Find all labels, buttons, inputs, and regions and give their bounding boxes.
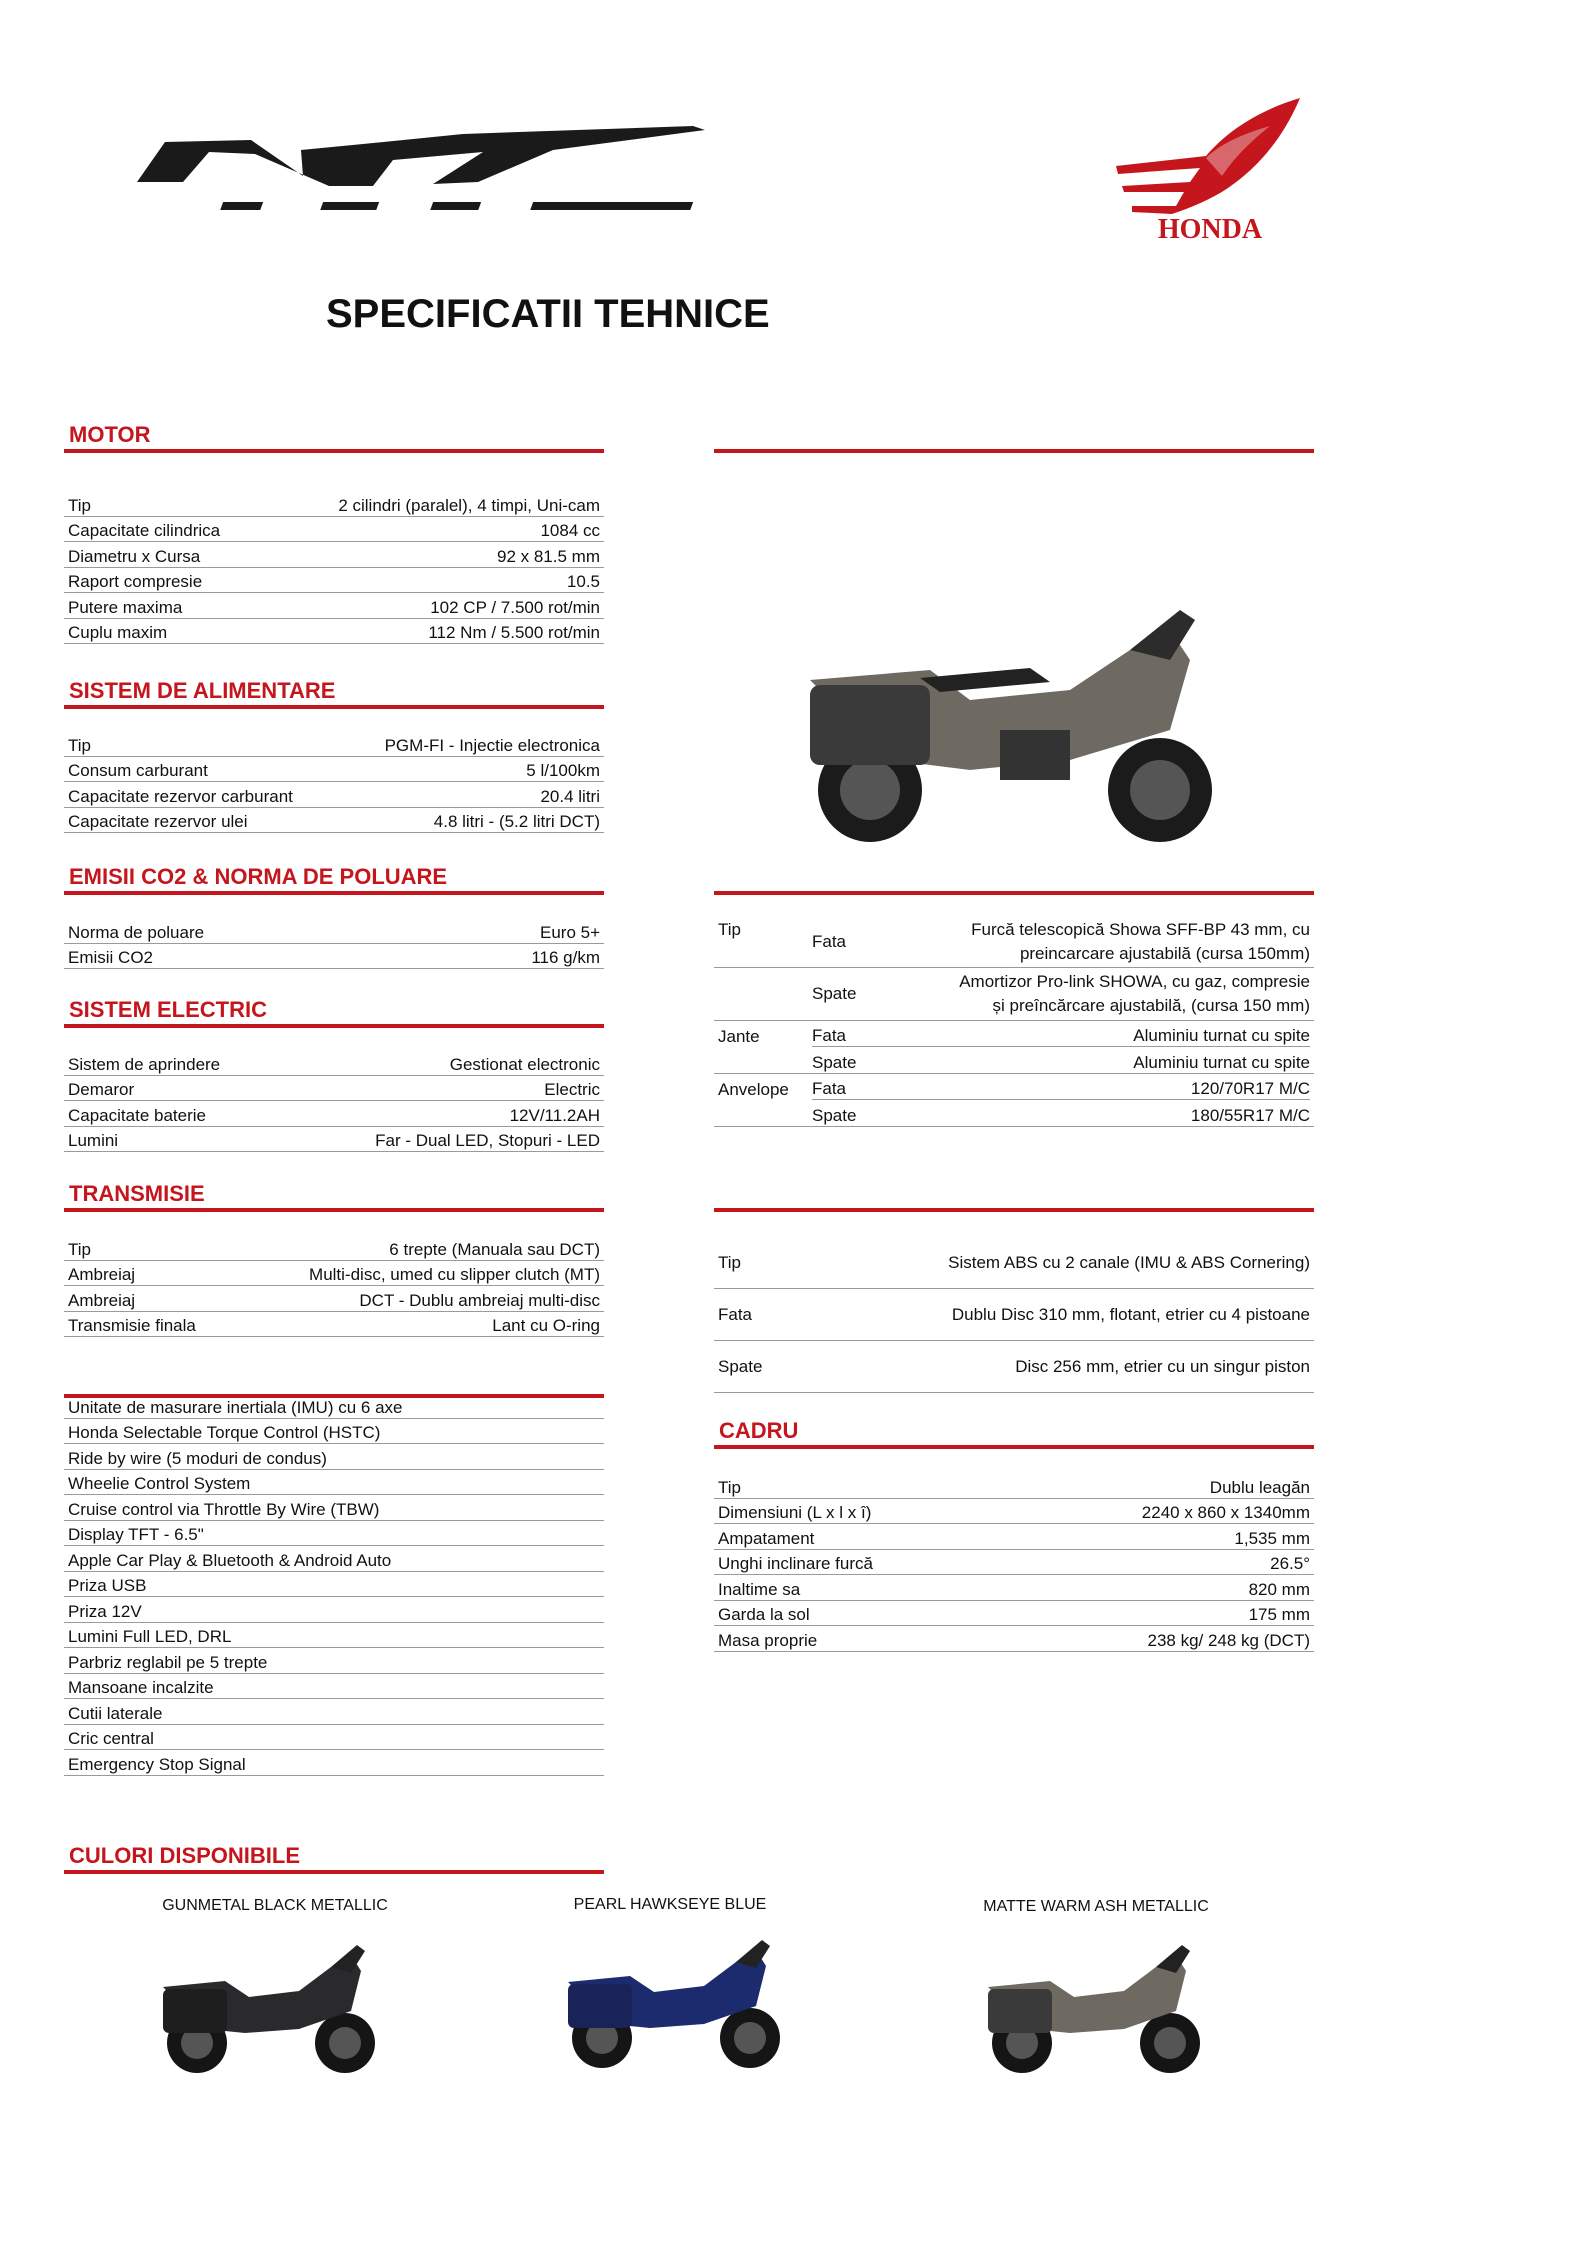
fuel-section-title: SISTEM DE ALIMENTARE xyxy=(69,678,336,703)
motorcycle-image-gunmetal xyxy=(145,1935,390,2080)
spec-row: Norma de poluare Euro 5+ xyxy=(64,918,604,944)
list-item: Display TFT - 6.5" xyxy=(64,1521,604,1547)
spec-row: Unghi inclinare furcă 26.5° xyxy=(714,1550,1314,1576)
spec-row: Dimensiuni (L x l x î) 2240 x 860 x 1340mm xyxy=(714,1499,1314,1525)
spec-row: Diametru x Cursa 92 x 81.5 mm xyxy=(64,542,604,568)
motor-section-title: MOTOR xyxy=(69,422,151,447)
spec-row: Emisii CO2 116 g/km xyxy=(64,944,604,970)
spec-row: Spate Disc 256 mm, etrier cu un singur piston xyxy=(714,1341,1314,1393)
transmission-spec-table xyxy=(64,1235,604,1337)
brakes-spec-table xyxy=(714,1237,1314,1393)
features-list xyxy=(64,1393,604,1776)
list-item: Parbriz reglabil pe 5 trepte xyxy=(64,1648,604,1674)
electric-section-title: SISTEM ELECTRIC xyxy=(69,997,268,1022)
color-name-pearl-blue: PEARL HAWKSEYE BLUE xyxy=(573,1896,767,1913)
brakes-red-rule xyxy=(714,1208,1314,1212)
list-item: Unitate de masurare inertiala (IMU) cu 6 axe xyxy=(64,1393,604,1419)
spec-row: Putere maxima 102 CP / 7.500 rot/min xyxy=(64,593,604,619)
spec-row: Masa proprie 238 kg/ 248 kg (DCT) xyxy=(714,1626,1314,1652)
main-motorcycle-image xyxy=(770,590,1250,850)
spec-row: Capacitate rezervor carburant 20.4 litri xyxy=(64,782,604,808)
spec-row: Tip Dublu leagăn xyxy=(714,1473,1314,1499)
suspension-red-rule xyxy=(714,891,1314,895)
list-item: Emergency Stop Signal xyxy=(64,1750,604,1776)
colors-red-rule xyxy=(64,1870,604,1874)
spec-row: Tip PGM-FI - Injectie electronica xyxy=(64,731,604,757)
motor-spec-table xyxy=(64,491,604,644)
tyres-rear-row: Spate 180/55R17 M/C xyxy=(714,1100,1314,1127)
emissions-spec-table xyxy=(64,918,604,969)
electric-red-rule xyxy=(64,1024,604,1028)
spec-row: Transmisie finala Lant cu O-ring xyxy=(64,1312,604,1338)
suspension-rear-row: Spate Amortizor Pro-link SHOWA, cu gaz, compresie și preîncărcare ajustabilă, (cursa 150 mm) xyxy=(714,968,1314,1021)
spec-row: Capacitate baterie 12V/11.2AH xyxy=(64,1101,604,1127)
spec-row: Raport compresie 10.5 xyxy=(64,568,604,594)
tyres-front-row: Anvelope Fata 120/70R17 M/C xyxy=(718,1079,1310,1099)
list-item: Mansoane incalzite xyxy=(64,1674,604,1700)
suspension-spec-table xyxy=(714,916,1314,1127)
list-item: Priza USB xyxy=(64,1572,604,1598)
suspension-front-row: Tip Fata Furcă telescopică Showa SFF-BP 43 mm, cu preincarcare ajustabilă (cursa 150mm) xyxy=(714,916,1314,968)
spec-row: Ambreiaj Multi-disc, umed cu slipper clutch (MT) xyxy=(64,1261,604,1287)
spec-row: Sistem de aprindere Gestionat electronic xyxy=(64,1050,604,1076)
motorcycle-image-pearl-blue xyxy=(550,1930,795,2075)
list-item: Honda Selectable Torque Control (HSTC) xyxy=(64,1419,604,1445)
list-item: Apple Car Play & Bluetooth & Android Auto xyxy=(64,1546,604,1572)
color-name-warm-ash: MATTE WARM ASH METALLIC xyxy=(983,1898,1209,1915)
spec-row: Consum carburant 5 l/100km xyxy=(64,757,604,783)
transmission-section-title: TRANSMISIE xyxy=(69,1181,205,1206)
list-item: Cruise control via Throttle By Wire (TBW) xyxy=(64,1495,604,1521)
honda-wing-logo xyxy=(1110,96,1310,246)
list-item: Wheelie Control System xyxy=(64,1470,604,1496)
rims-front-row: Jante Fata Aluminiu turnat cu spite xyxy=(718,1026,1310,1046)
list-item: Cric central xyxy=(64,1725,604,1751)
list-item: Ride by wire (5 moduri de condus) xyxy=(64,1444,604,1470)
fuel-spec-table xyxy=(64,731,604,833)
honda-brand-text: HONDA xyxy=(1157,214,1263,245)
spec-row: Ambreiaj DCT - Dublu ambreiaj multi-disc xyxy=(64,1286,604,1312)
list-item: Priza 12V xyxy=(64,1597,604,1623)
suspension-top-red-rule xyxy=(714,449,1314,453)
list-item: Lumini Full LED, DRL xyxy=(64,1623,604,1649)
spec-row: Demaror Electric xyxy=(64,1076,604,1102)
colors-section-title: CULORI DISPONIBILE xyxy=(69,1843,301,1868)
page-title: SPECIFICATII TEHNICE xyxy=(326,292,770,336)
spec-row: Capacitate cilindrica 1084 cc xyxy=(64,517,604,543)
motor-red-rule xyxy=(64,449,604,453)
electric-spec-table xyxy=(64,1050,604,1152)
spec-row: Tip 2 cilindri (paralel), 4 timpi, Uni-cam xyxy=(64,491,604,517)
fuel-red-rule xyxy=(64,705,604,709)
spec-row: Tip 6 trepte (Manuala sau DCT) xyxy=(64,1235,604,1261)
nt-model-logo xyxy=(133,120,713,220)
spec-row: Capacitate rezervor ulei 4.8 litri - (5.2 litri DCT) xyxy=(64,808,604,834)
spec-row: Tip Sistem ABS cu 2 canale (IMU & ABS Cornering) xyxy=(714,1237,1314,1289)
motorcycle-image-warm-ash xyxy=(970,1935,1215,2080)
spec-row: Garda la sol 175 mm xyxy=(714,1601,1314,1627)
emissions-section-title: EMISII CO2 & NORMA DE POLUARE xyxy=(69,864,448,889)
spec-row: Ampatament 1,535 mm xyxy=(714,1524,1314,1550)
frame-red-rule xyxy=(714,1445,1314,1449)
spec-row: Fata Dublu Disc 310 mm, flotant, etrier cu 4 pistoane xyxy=(714,1289,1314,1341)
spec-row: Inaltime sa 820 mm xyxy=(714,1575,1314,1601)
spec-row: Lumini Far - Dual LED, Stopuri - LED xyxy=(64,1127,604,1153)
rims-rear-row: Spate Aluminiu turnat cu spite xyxy=(714,1047,1314,1074)
frame-spec-table xyxy=(714,1473,1314,1652)
color-name-gunmetal: GUNMETAL BLACK METALLIC xyxy=(162,1897,388,1914)
emissions-red-rule xyxy=(64,891,604,895)
list-item: Cutii laterale xyxy=(64,1699,604,1725)
frame-section-title: CADRU xyxy=(719,1418,799,1443)
transmission-red-rule xyxy=(64,1208,604,1212)
spec-row: Cuplu maxim 112 Nm / 5.500 rot/min xyxy=(64,619,604,645)
